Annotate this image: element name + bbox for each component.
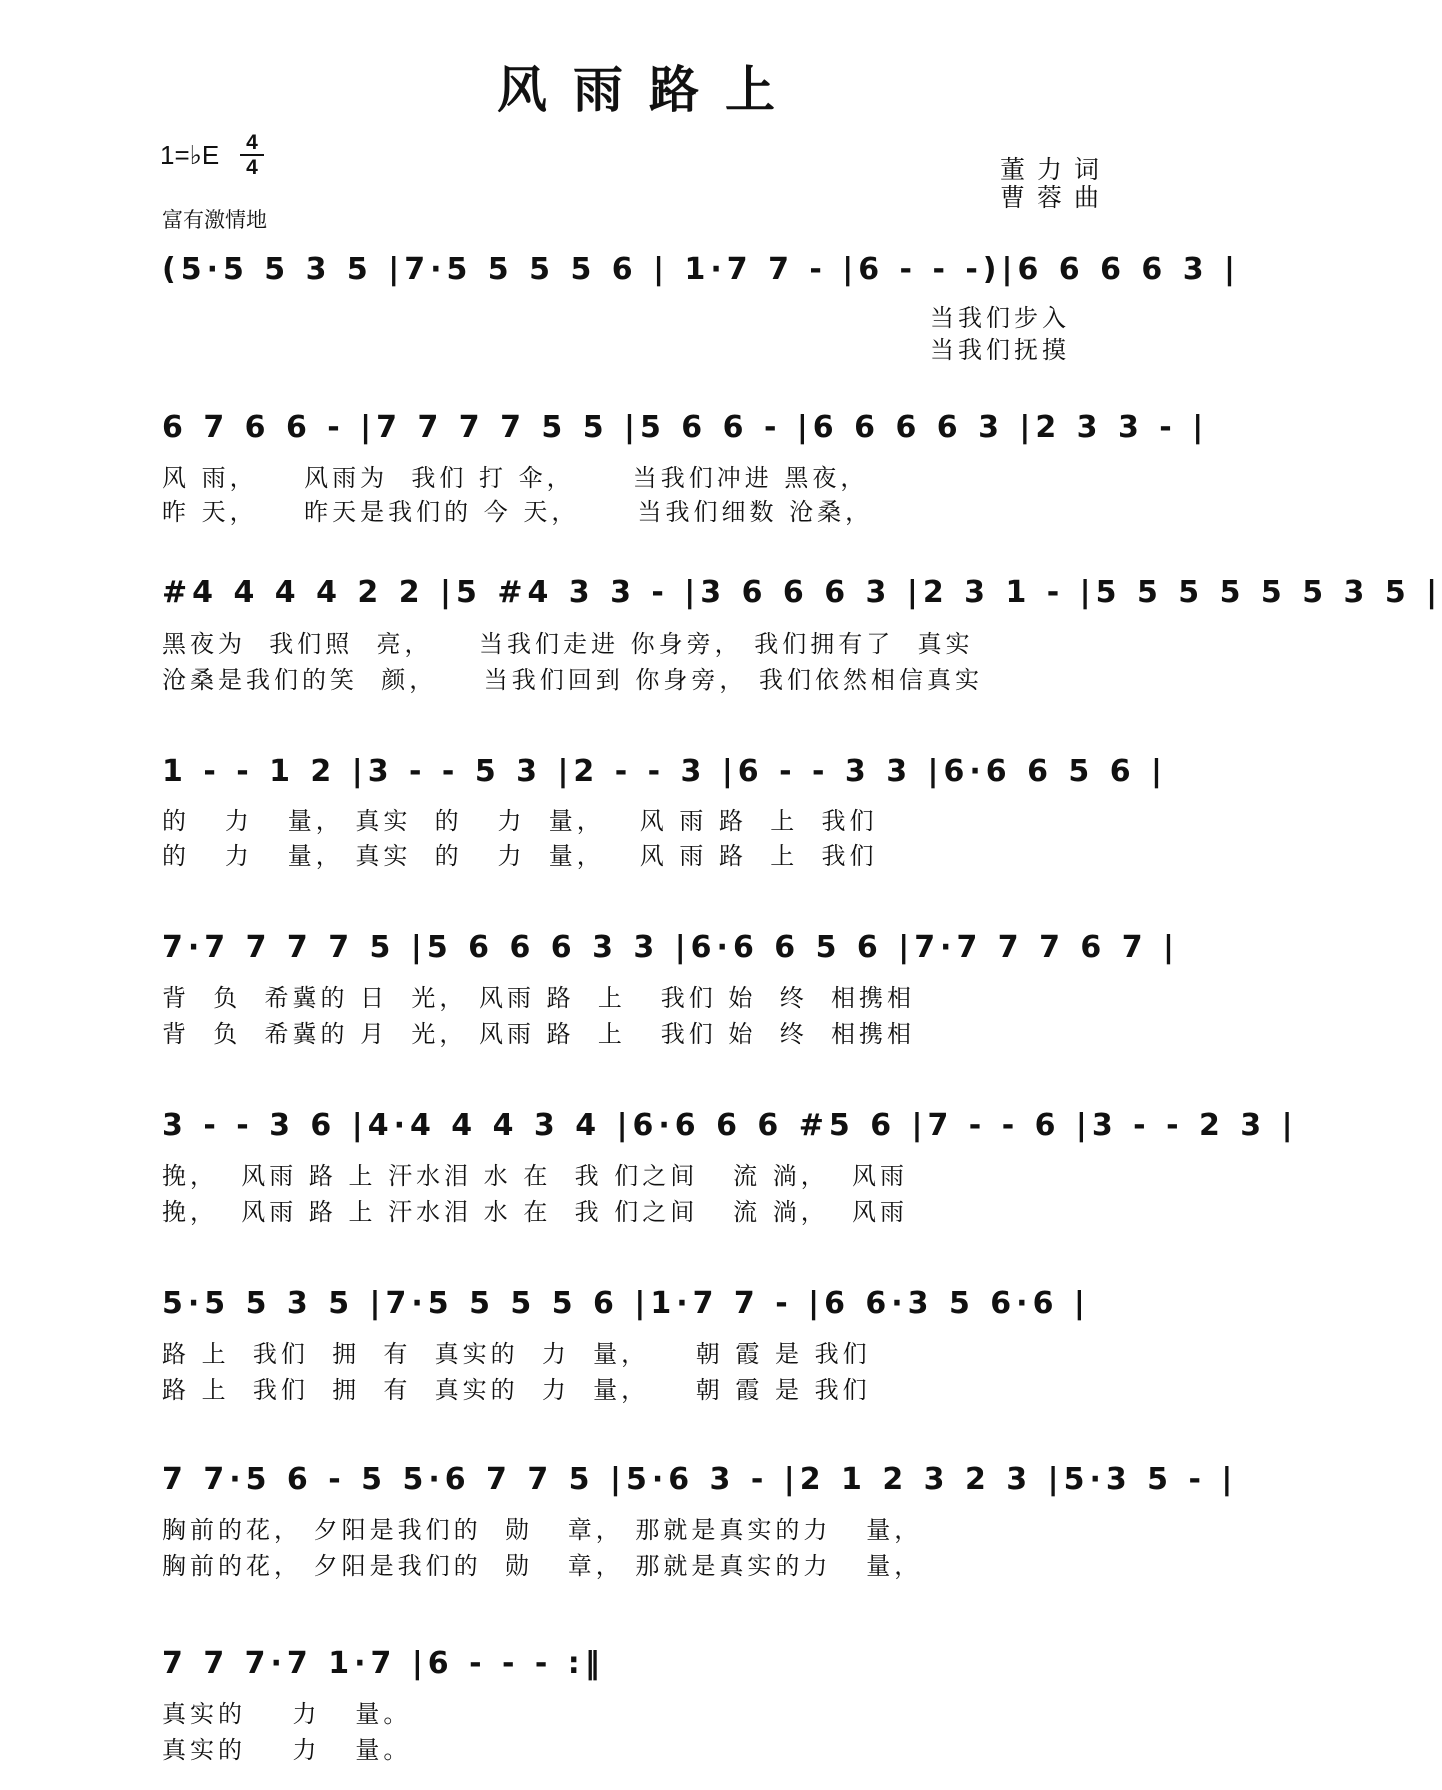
time-signature (240, 132, 264, 178)
lyric-line-2: 的 力 量， 真实 的 力 量， 风 雨 路 上 我们 (162, 842, 878, 870)
lyric-line-2: 沧桑是我们的笑 颜， 当我们回到 你身旁， 我们依然相信真实 (162, 666, 984, 694)
lyric-line-1: 黑夜为 我们照 亮， 当我们走进 你身旁， 我们拥有了 真实 (162, 630, 974, 658)
notation-row: 3 - - 3 6 |4·4 4 4 3 4 |6·6 6 6 #5 6 |7 - - 6 |3 - - 2 3 | (162, 1108, 1298, 1143)
notation-row: 7 7 7·7 1·7 |6 - - - :‖ (162, 1646, 605, 1681)
time-signature-bottom: 4 (246, 156, 258, 179)
notation-row: 7·7 7 7 7 5 |5 6 6 6 3 3 |6·6 6 5 6 |7·7 7 7 6 7 | (162, 930, 1180, 965)
notation-row: 7 7·5 6 - 5 5·6 7 7 5 |5·6 3 - |2 1 2 3 2 3 |5·3 5 - | (162, 1462, 1238, 1497)
lyric-line-2: 胸前的花， 夕阳是我们的 勋 章， 那就是真实的力 量， (162, 1552, 923, 1580)
time-signature-top: 4 (246, 131, 258, 154)
lyric-line-1: 的 力 量， 真实 的 力 量， 风 雨 路 上 我们 (162, 807, 878, 835)
notation-row: 1 - - 1 2 |3 - - 5 3 |2 - - 3 |6 - - 3 3 |6·6 6 5 6 | (162, 754, 1167, 789)
lyric-line-2: 昨 天， 昨天是我们的 今 天， 当我们细数 沧桑， (162, 498, 874, 526)
lyric-line-2: 真实的 力 量。 (162, 1736, 412, 1764)
composer-credit: 曹蓉曲 (1000, 183, 1112, 212)
lyric-line-1: 背 负 希冀的 日 光， 风雨 路 上 我们 始 终 相携相 (162, 984, 915, 1012)
lyric-line-2: 挽， 风雨 路 上 汗水泪 水 在 我 们之间 流 淌， 风雨 (162, 1198, 909, 1226)
lyric-line-2: 路 上 我们 拥 有 真实的 力 量， 朝 霞 是 我们 (162, 1376, 871, 1404)
lyric-line-1: 路 上 我们 拥 有 真实的 力 量， 朝 霞 是 我们 (162, 1340, 871, 1368)
notation-row: (5·5 5 3 5 |7·5 5 5 5 6 | 1·7 7 - |6 - - -)|6 6 6 6 3 | (162, 252, 1241, 287)
key-signature: 1=♭E (160, 140, 220, 170)
lyric-line-1: 真实的 力 量。 (162, 1700, 412, 1728)
page-title: 风雨路上 (497, 61, 801, 119)
notation-row: #4 4 4 4 2 2 |5 #4 3 3 - |3 6 6 6 3 |2 3 1 - |5 5 5 5 5 5 3 5 | (162, 575, 1442, 610)
lyric-line-2: 背 负 希冀的 月 光， 风雨 路 上 我们 始 终 相携相 (162, 1020, 915, 1048)
lyric-line-1: 胸前的花， 夕阳是我们的 勋 章， 那就是真实的力 量， (162, 1516, 923, 1544)
lyric-line-2: 当我们抚摸 (930, 336, 1070, 364)
tempo-marking: 富有激情地 (162, 208, 267, 232)
lyricist-credit: 董力词 (1000, 155, 1112, 184)
lyric-line-1: 挽， 风雨 路 上 汗水泪 水 在 我 们之间 流 淌， 风雨 (162, 1162, 909, 1190)
lyric-line-1: 风 雨， 风雨为 我们 打 伞， 当我们冲进 黑夜， (162, 464, 869, 492)
lyric-line-1: 当我们步入 (930, 304, 1070, 332)
notation-row: 6 7 6 6 - |7 7 7 7 5 5 |5 6 6 - |6 6 6 6 3 |2 3 3 - | (162, 410, 1209, 445)
notation-row: 5·5 5 3 5 |7·5 5 5 5 6 |1·7 7 - |6 6·3 5 6·6 | (162, 1286, 1090, 1321)
